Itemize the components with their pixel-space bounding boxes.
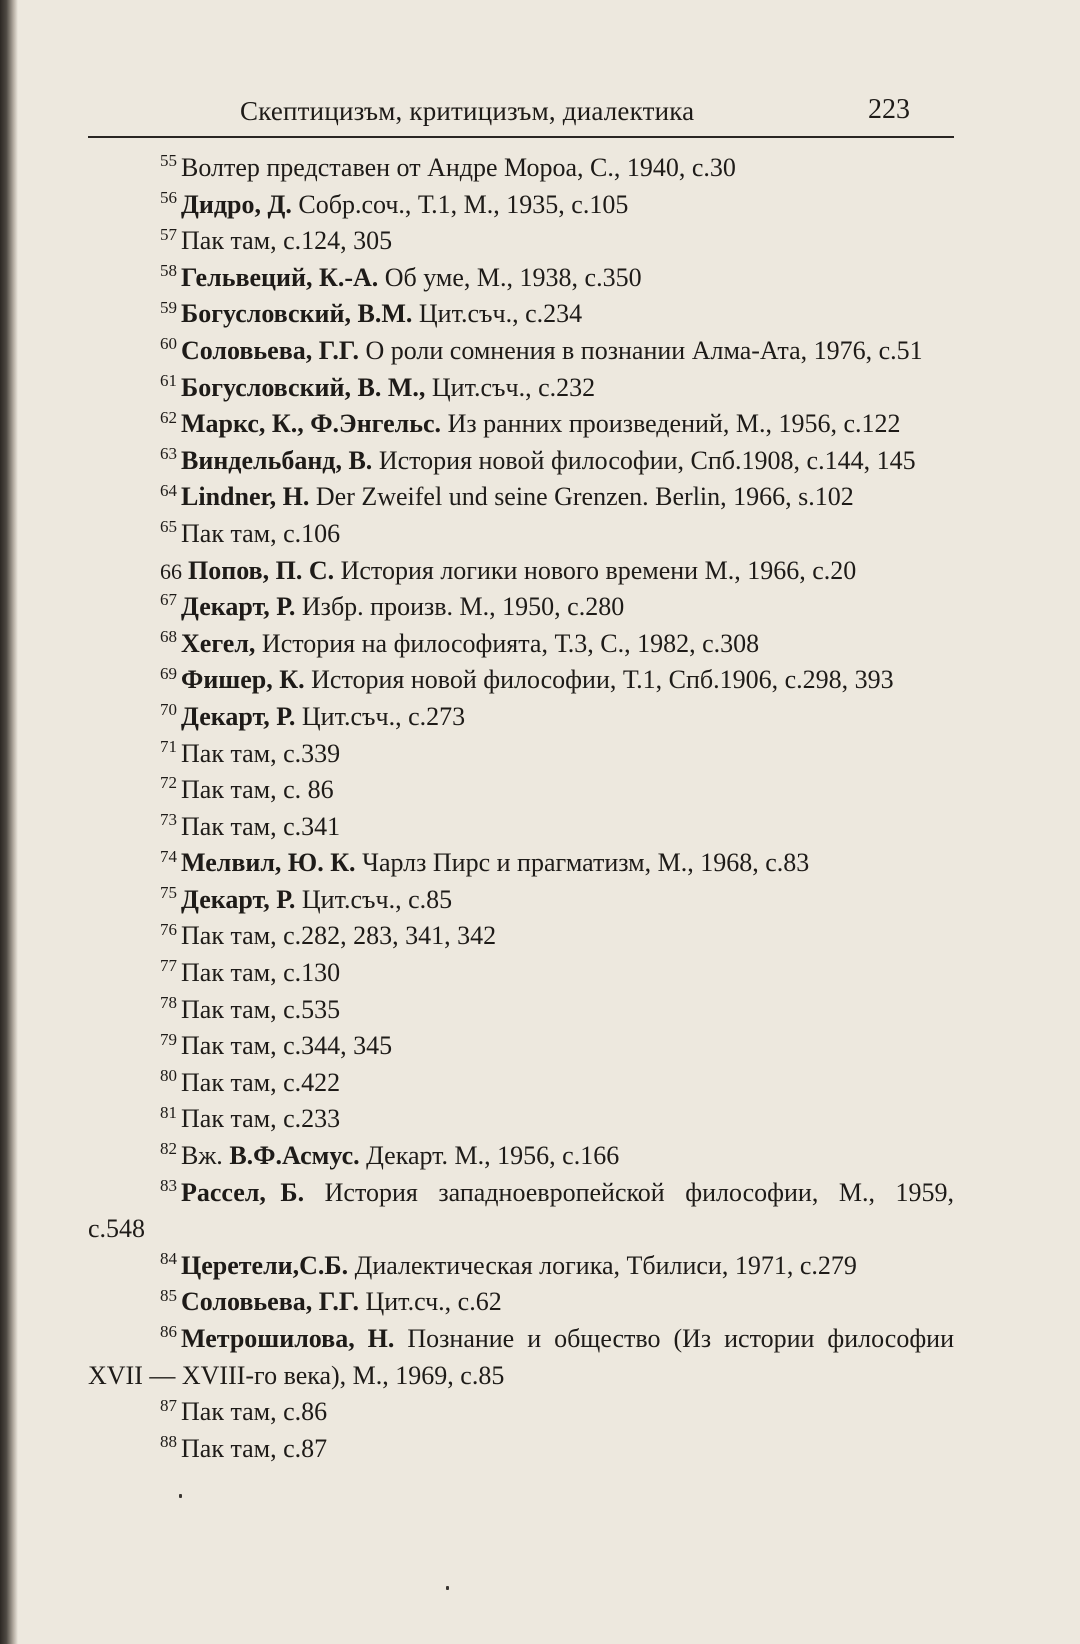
- footnote-author: Фишер, К.: [181, 665, 305, 695]
- footnote-number: 61: [160, 370, 177, 390]
- footnote-number: 85: [160, 1285, 177, 1305]
- footnote-text: Пак там, с.86: [181, 1397, 328, 1427]
- footnote-text: Волтер представен от Андре Мороа, С., 1940, с.30: [181, 153, 736, 182]
- footnote-number: 62: [160, 407, 177, 427]
- footnote-number: 76: [160, 919, 177, 939]
- footnote-text: Об уме, М., 1938, с.350: [378, 262, 642, 292]
- footnote-67: [88, 589, 954, 626]
- footnote-68: [88, 626, 954, 663]
- footnote-81: [88, 1101, 954, 1138]
- footnote-number: 69: [160, 663, 177, 683]
- footnote-80: [88, 1065, 954, 1102]
- footnote-author: Декарт, Р.: [181, 884, 296, 914]
- footnote-number: 73: [160, 810, 177, 830]
- footnote-text: Избр. произв. М., 1950, с.280: [295, 592, 625, 622]
- footnote-number: 57: [160, 224, 177, 244]
- footnote-number: 79: [160, 1029, 177, 1049]
- footnote-56: [88, 187, 954, 224]
- footnote-number: 82: [160, 1139, 177, 1159]
- footnote-number: 84: [160, 1249, 177, 1269]
- footnote-text: Чарлз Пирс и прагматизм, М., 1968, с.83: [355, 848, 810, 878]
- footnote-number: 74: [160, 846, 177, 866]
- footnote-number: 56: [160, 187, 177, 207]
- footnote-85: [88, 1284, 954, 1321]
- footnote-author: Соловьева, Г.Г.: [181, 1287, 359, 1317]
- footnote-text: Цит.съч., с.232: [425, 372, 596, 402]
- footnote-number: 72: [160, 773, 177, 793]
- footnote-text: Познание и общество (Из истории философии XVII — XVIII-го века), М., 1969, с.85: [88, 1324, 955, 1390]
- footnote-text: Пак там, с.282, 283, 341, 342: [181, 921, 497, 951]
- footnote-60: [88, 333, 954, 370]
- footnote-text: Цит.съч., с.234: [412, 299, 583, 329]
- footnote-83: [88, 1175, 954, 1248]
- footnote-author: Попов, П. С.: [188, 555, 335, 585]
- footnotes-list: [88, 150, 954, 1467]
- footnote-number: 88: [160, 1432, 177, 1452]
- footnote-prefix: Вж.: [181, 1141, 230, 1171]
- footnote-author: Рассел, Б.: [181, 1177, 305, 1207]
- footnote-86: [88, 1321, 954, 1394]
- footnote-70: [88, 699, 954, 736]
- footnote-number: 70: [160, 700, 177, 720]
- footnote-73: [88, 809, 954, 846]
- footnote-number: 60: [160, 334, 177, 354]
- footnote-text: Пак там, с.341: [181, 811, 341, 841]
- footnote-text: История логики нового времени М., 1966, с.20: [334, 555, 857, 585]
- footnote-author: Декарт, Р.: [181, 592, 296, 622]
- footnote-text: Пак там, с.339: [181, 738, 341, 768]
- footnote-author: Lindner, H.: [181, 482, 310, 512]
- footnote-text: Пак там, с.535: [181, 994, 341, 1024]
- footnote-number: 63: [160, 444, 177, 464]
- footnote-number: 55: [160, 151, 177, 171]
- binding-shadow: [0, 0, 18, 1644]
- footnote-author: Виндельбанд, В.: [181, 445, 373, 475]
- footnote-number: 87: [160, 1395, 177, 1415]
- page-number: 223: [868, 94, 910, 125]
- footnote-text: Пак там, с.124, 305: [181, 226, 393, 256]
- footnote-79: [88, 1028, 954, 1065]
- print-speck: [446, 1586, 449, 1590]
- footnote-75: [88, 882, 954, 919]
- footnote-number: 65: [160, 517, 177, 537]
- footnote-author: Мелвил, Ю. К.: [181, 848, 356, 878]
- footnote-text: Пак там, с.130: [181, 958, 341, 988]
- footnote-text: Пак там, с.422: [181, 1067, 341, 1097]
- footnote-text: Диалектическая логика, Тбилиси, 1971, с.279: [348, 1250, 857, 1280]
- footnote-61: [88, 370, 954, 407]
- footnote-number: 59: [160, 297, 177, 317]
- footnote-57: [88, 223, 954, 260]
- footnote-82: [88, 1138, 954, 1175]
- footnote-88: [88, 1431, 954, 1468]
- footnote-text: Пак там, с.87: [181, 1433, 328, 1463]
- footnote-59: [88, 296, 954, 333]
- footnote-number: 58: [160, 261, 177, 281]
- footnote-58: [88, 260, 954, 297]
- footnote-number: 83: [160, 1175, 177, 1195]
- footnote-author: Соловьева, Г.Г.: [181, 335, 359, 365]
- footnote-text: Пак там, с.106: [181, 518, 341, 548]
- footnote-author: В.Ф.Асмус.: [229, 1141, 360, 1171]
- footnote-72: [88, 772, 954, 809]
- footnote-63: [88, 443, 954, 480]
- footnote-author: Маркс, К., Ф.Энгельс.: [181, 409, 442, 439]
- footnote-text: Из ранних произведений, М., 1956, с.122: [441, 409, 901, 439]
- footnote-66: [88, 553, 954, 590]
- footnote-author: Метрошилова, Н.: [181, 1324, 395, 1353]
- footnote-number: 71: [160, 736, 177, 756]
- footnote-77: [88, 955, 954, 992]
- footnote-text: Пак там, с.344, 345: [181, 1031, 393, 1061]
- footnote-71: [88, 736, 954, 773]
- footnote-text: История новой философии, Спб.1908, с.144, 145: [372, 445, 916, 475]
- footnote-author: Хегел,: [181, 628, 256, 658]
- footnote-text: История на философията, Т.3, С., 1982, с.308: [255, 628, 760, 658]
- footnote-number: 67: [160, 590, 177, 610]
- footnote-text: Декарт. М., 1956, с.166: [359, 1141, 620, 1171]
- footnote-author: Церетели,С.Б.: [181, 1250, 349, 1280]
- footnote-author: Декарт, Р.: [181, 701, 296, 731]
- footnote-number: 75: [160, 883, 177, 903]
- footnote-text: История новой философии, Т.1, Спб.1906, с.298, 393: [304, 665, 894, 695]
- footnote-62: [88, 406, 954, 443]
- print-speck: [179, 1494, 182, 1498]
- header-rule: [88, 136, 954, 138]
- footnote-74: [88, 845, 954, 882]
- footnote-76: [88, 918, 954, 955]
- footnote-text: Цит.съч., с.273: [295, 701, 466, 731]
- footnote-author: Гельвеций, К.-А.: [181, 262, 379, 292]
- running-title: Скептицизъм, критицизъм, диалектика: [240, 96, 695, 126]
- footnote-author: Дидро, Д.: [181, 189, 292, 219]
- footnote-text: Der Zweifel und seine Grenzen. Berlin, 1966, s.102: [309, 482, 854, 512]
- footnote-text: Цит.сч., с.62: [358, 1287, 502, 1317]
- footnote-65: [88, 516, 954, 553]
- footnote-number: 68: [160, 627, 177, 647]
- footnote-number: 77: [160, 956, 177, 976]
- footnote-55: [88, 150, 954, 187]
- footnote-author: Богусловский, В.М.: [181, 299, 413, 329]
- footnote-64: [88, 479, 954, 516]
- footnote-84: [88, 1248, 954, 1285]
- footnote-text: Цит.съч., с.85: [295, 884, 453, 914]
- footnote-text: Собр.соч., Т.1, М., 1935, с.105: [291, 189, 629, 219]
- footnote-author: Богусловский, В. М.,: [181, 372, 426, 402]
- footnote-number: 78: [160, 993, 177, 1012]
- page-header: [88, 88, 954, 132]
- footnote-text: О роли сомнения в познании Алма-Ата, 1976, с.51: [358, 335, 923, 365]
- footnote-number: 66: [160, 558, 182, 584]
- footnote-text: Пак там, с.233: [181, 1104, 341, 1134]
- footnote-87: [88, 1394, 954, 1431]
- footnote-number: 81: [160, 1102, 177, 1122]
- footnote-number: 86: [160, 1322, 177, 1342]
- footnote-text: История западноевропейской философии, М., 1959, с.548: [88, 1177, 954, 1244]
- footnote-69: [88, 662, 954, 699]
- footnote-text: Пак там, с. 86: [181, 775, 334, 805]
- footnote-78: [88, 992, 954, 1029]
- footnote-number: 80: [160, 1066, 177, 1086]
- footnote-number: 64: [160, 480, 177, 500]
